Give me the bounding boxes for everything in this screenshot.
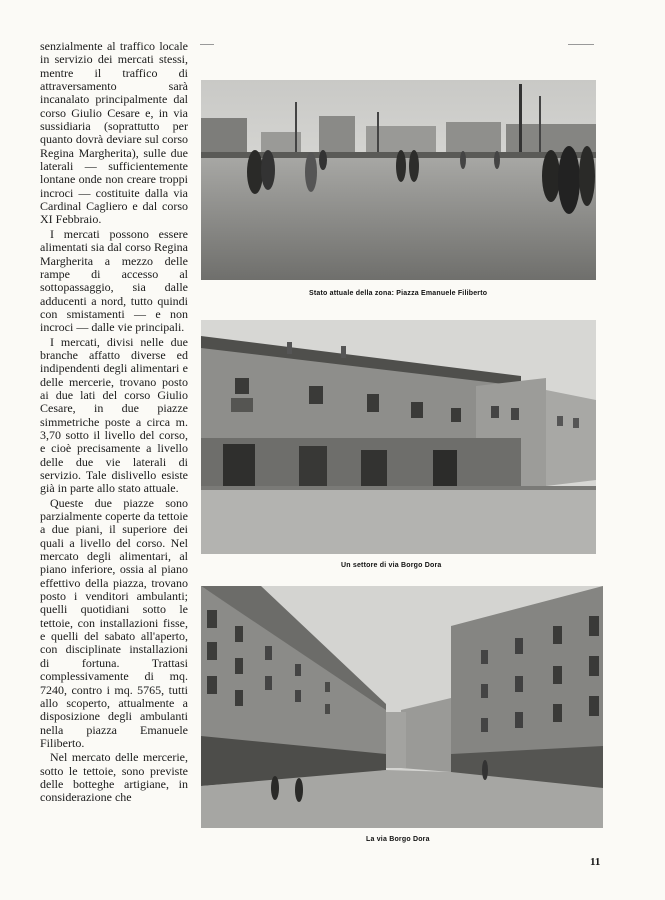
article-paragraph: I mercati, divisi nelle due branche affatto diverse ed indipendenti degli alimentari e delle mercerie, trovano posto ai due lati del corso Giulio Cesare, in due piazze simmetriche poste a circa m. 3,70 sotto il livello del corso, e cioè precisamente a livello delle due vie laterali di servizio. Tale dislivello esiste già in parte allo stato attuale.: [40, 334, 188, 496]
scan-mark: [568, 44, 594, 45]
photo-via-borgo-dora: [201, 586, 603, 828]
article-paragraph: Nel mercato delle mercerie, sotto le tettoie, sono previste delle botteghe artigiane, in considerazione che: [40, 750, 188, 805]
figure-caption: La via Borgo Dora: [366, 836, 430, 843]
article-text-column: [40, 40, 188, 805]
figure-caption: Un settore di via Borgo Dora: [341, 562, 442, 569]
figure-caption: Stato attuale della zona: Piazza Emanuele Filiberto: [309, 290, 488, 297]
article-paragraph: senzialmente al traffico locale in servizio dei mercati stessi, mentre il traffico di attraversamento sarà incanalato principalmente dal corso Giulio Cesare e, in via sussidiaria (soprattutto per quanto dovrà deviare sul corso Regina Margherita), sulle due laterali — sufficientemente lontane onde non creare troppi incroci — costituite dalla via Cardinal Cagliero e dal corso XI Febbraio.: [40, 39, 188, 227]
page-number: 11: [590, 856, 601, 868]
figure-settore-via-borgo-dora: [201, 320, 596, 569]
scan-mark: [200, 44, 214, 45]
figure-via-borgo-dora: [201, 586, 603, 843]
figure-piazza-emanuele-filiberto: [201, 80, 596, 297]
photo-piazza: [201, 80, 596, 280]
article-paragraph: I mercati possono essere alimentati sia dal corso Regina Margherita a mezzo delle rampe di accesso al sottopassaggio, sia dalle adducenti a nord, tutto quindi con smistamenti — e non incroci — dalle vie principali.: [40, 226, 188, 335]
photo-borgo-dora-settore: [201, 320, 596, 554]
article-paragraph: Queste due piazze sono parzialmente coperte da tettoie a due piani, il superiore dei quali a livello del corso. Nel mercato degli alimentari, al piano inferiore, ossia al piano effettivo della piazza, trovano posto i venditori ambulanti; quelli quotidiani sotto le tettoie, con installazioni fisse, e quelli del sabato all'aperto, con disciplinate installazioni di fortuna. Trattasi complessivamente di mq. 7240, contro i mq. 5765, tutti allo scoperto, attualmente a disposizione degli ambulanti nella piazza Emanuele Filiberto.: [40, 495, 188, 750]
